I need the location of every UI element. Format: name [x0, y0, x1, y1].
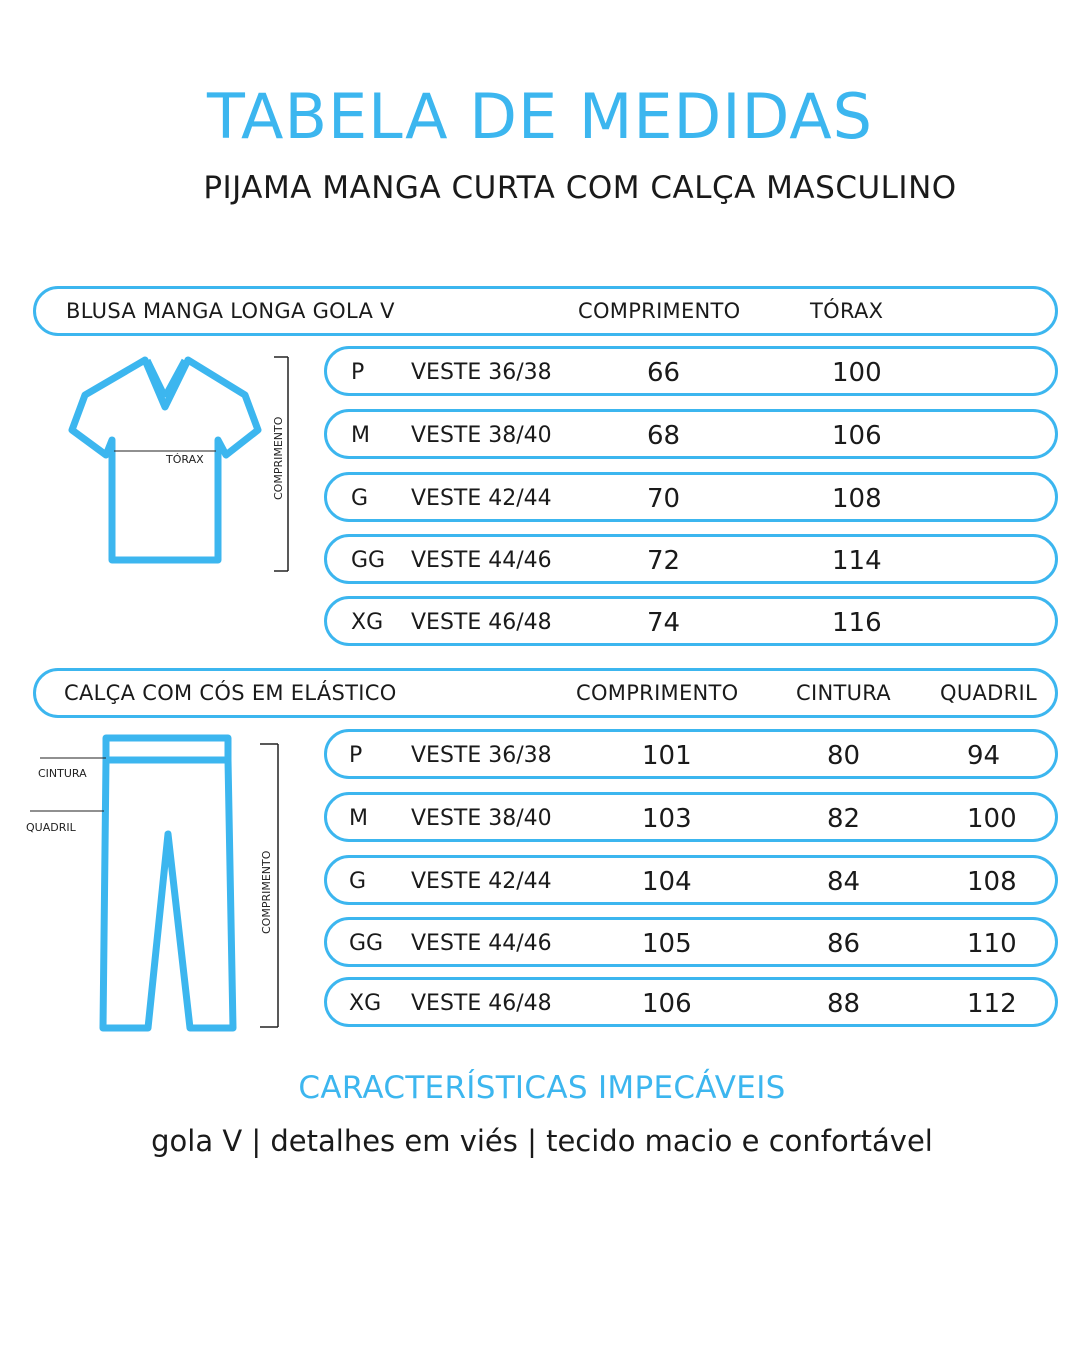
size-cell: XG: [349, 991, 382, 1016]
fit-cell: VESTE 36/38: [411, 743, 552, 768]
table-row: [324, 917, 1058, 967]
cintura-cell: 88: [827, 989, 861, 1019]
chest-label: TÓRAX: [166, 453, 204, 466]
table-row: [324, 534, 1058, 584]
size-cell: P: [351, 360, 365, 385]
page-title: TABELA DE MEDIDAS: [206, 80, 873, 153]
size-cell: P: [349, 743, 363, 768]
pants-table-header: [33, 668, 1058, 718]
quadril-cell: 112: [967, 989, 1017, 1019]
quadril-cell: 94: [967, 741, 1001, 771]
hip-label: QUADRIL: [26, 821, 76, 834]
fit-cell: VESTE 46/48: [411, 610, 552, 635]
comprimento-cell: 104: [642, 867, 692, 897]
shirt-table-header: [33, 286, 1058, 336]
pants-col-quadril: QUADRIL: [940, 681, 1038, 705]
waist-label: CINTURA: [38, 767, 87, 780]
quadril-cell: 110: [967, 929, 1017, 959]
cintura-cell: 84: [827, 867, 861, 897]
quadril-cell: 108: [967, 867, 1017, 897]
pants-col-cintura: CINTURA: [796, 681, 891, 705]
table-row: [324, 596, 1058, 646]
torax-cell: 100: [832, 358, 882, 388]
comprimento-cell: 74: [647, 608, 681, 638]
table-row: [324, 472, 1058, 522]
comprimento-cell: 101: [642, 741, 692, 771]
size-cell: G: [351, 486, 369, 511]
cintura-cell: 80: [827, 741, 861, 771]
cintura-cell: 82: [827, 804, 861, 834]
comprimento-cell: 106: [642, 989, 692, 1019]
size-cell: GG: [351, 548, 386, 573]
table-row: [324, 346, 1058, 396]
table-row: [324, 792, 1058, 842]
table-row: [324, 729, 1058, 779]
pants-section-title: CALÇA COM CÓS EM ELÁSTICO: [64, 681, 397, 705]
features-text: gola V | detalhes em viés | tecido macio e confortável: [151, 1124, 933, 1158]
size-cell: M: [349, 806, 368, 831]
table-row: [324, 855, 1058, 905]
comprimento-cell: 105: [642, 929, 692, 959]
fit-cell: VESTE 38/40: [411, 806, 552, 831]
comprimento-cell: 66: [647, 358, 681, 388]
comprimento-cell: 68: [647, 421, 681, 451]
torax-cell: 114: [832, 546, 882, 576]
page-subtitle: PIJAMA MANGA CURTA COM CALÇA MASCULINO: [203, 170, 957, 206]
fit-cell: VESTE 44/46: [411, 931, 552, 956]
comprimento-cell: 72: [647, 546, 681, 576]
fit-cell: VESTE 38/40: [411, 423, 552, 448]
comprimento-cell: 70: [647, 484, 681, 514]
features-title: CARACTERÍSTICAS IMPECÁVEIS: [298, 1070, 786, 1106]
shirt-col-torax: TÓRAX: [810, 299, 884, 323]
fit-cell: VESTE 42/44: [411, 869, 552, 894]
pants-length-label: COMPRIMENTO: [260, 850, 273, 934]
size-cell: M: [351, 423, 370, 448]
torax-cell: 108: [832, 484, 882, 514]
table-row: [324, 977, 1058, 1027]
cintura-cell: 86: [827, 929, 861, 959]
size-cell: GG: [349, 931, 384, 956]
shirt-length-label: COMPRIMENTO: [272, 416, 285, 500]
pants-col-comprimento: COMPRIMENTO: [576, 681, 739, 705]
torax-cell: 116: [832, 608, 882, 638]
quadril-cell: 100: [967, 804, 1017, 834]
size-cell: G: [349, 869, 367, 894]
fit-cell: VESTE 44/46: [411, 548, 552, 573]
comprimento-cell: 103: [642, 804, 692, 834]
fit-cell: VESTE 36/38: [411, 360, 552, 385]
size-cell: XG: [351, 610, 384, 635]
torax-cell: 106: [832, 421, 882, 451]
shirt-section-title: BLUSA MANGA LONGA GOLA V: [66, 299, 395, 323]
shirt-col-comprimento: COMPRIMENTO: [578, 299, 741, 323]
table-row: [324, 409, 1058, 459]
fit-cell: VESTE 46/48: [411, 991, 552, 1016]
fit-cell: VESTE 42/44: [411, 486, 552, 511]
